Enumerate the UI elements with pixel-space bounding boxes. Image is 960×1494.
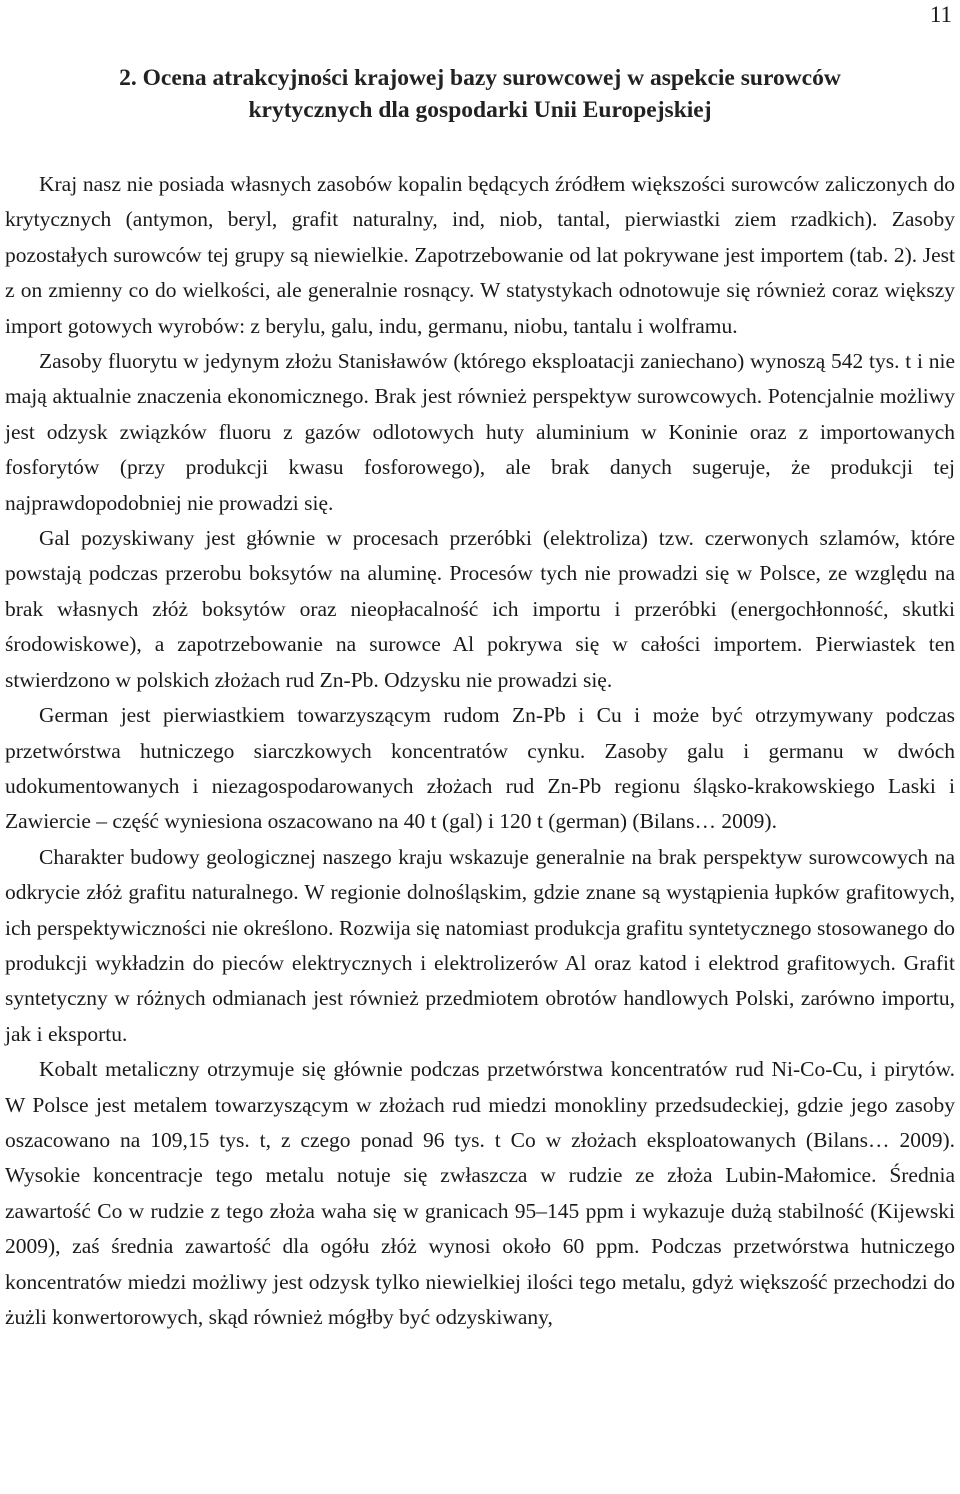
paragraph-gallium: Gal pozyskiwany jest głównie w procesach przeróbki (elektroliza) tzw. czerwonych szlamów, które powstają podczas przerobu boksytów na aluminę. Procesów tych nie prowadzi się w Polsce, ze względu na brak własnych złóż boksytów oraz nieopłacalność ich importu i przeróbki (energochłonność, skutki środowiskowe), a zapotrzebowanie na surowce Al pokrywa się w całości importem. Pierwiastek ten stwierdzono w polskich złożach rud Zn-Pb. Odzysku nie prowadzi się. bbox=[5, 526, 955, 692]
paragraph-fluorite: Zasoby fluorytu w jedynym złożu Stanisławów (którego eksploatacji zaniechano) wynoszą 542 tys. t i nie mają aktualnie znaczenia ekonomicznego. Brak jest również perspektyw surowcowych. Potencjalnie możliwy jest odzysk związków fluoru z gazów odlotowych huty aluminium w Koninie oraz z importowanych fosforytów (przy produkcji kwasu fosforowego), ale brak danych sugeruje, że produkcji tej najprawdopodobniej nie prowadzi się. bbox=[5, 349, 955, 515]
paragraph-cobalt: Kobalt metaliczny otrzymuje się głównie podczas przetwórstwa koncentratów rud Ni-Co-Cu, i pirytów. W Polsce jest metalem towarzyszącym w złożach rud miedzi monokliny przedsudeckiej, gdzie jego zasoby oszacowano na 109,15 tys. t, z czego ponad 96 tys. t Co w złożach eksploatowanych (Bilans… 2009). Wysokie koncentracje tego metalu notuje się zwłaszcza w rudzie ze złoża Lubin-Małomice. Średnia zawartość Co w rudzie z tego złoża waha się w granicach 95–145 ppm i wykazuje dużą stabilność (Kijewski 2009), zaś średnia zawartość dla ogółu złóż wynosi około 60 ppm. Podczas przetwórstwa hutniczego koncentratów miedzi możliwy jest odzysk tylko niewielkiej ilości tego metalu, gdyż większość przechodzi do żużli konwertorowych, skąd również mógłby być odzyskiwany, bbox=[5, 1057, 955, 1329]
paragraph-germanium: German jest pierwiastkiem towarzyszącym rudom Zn-Pb i Cu i może być otrzymywany podczas przetwórstwa hutniczego siarczkowych koncentratów cynku. Zasoby galu i germanu w dwóch udokumentowanych i niezagospodarowanych złożach rud Zn-Pb regionu śląsko-krakowskiego Laski i Zawiercie – część wyniesiona oszacowano na 40 t (gal) i 120 t (german) (Bilans… 2009). bbox=[5, 703, 955, 834]
body-text bbox=[5, 167, 955, 1335]
page-number: 11 bbox=[929, 2, 952, 27]
section-heading bbox=[40, 62, 920, 126]
paragraph-critical-raw-materials: Kraj nasz nie posiada własnych zasobów kopalin będących źródłem większości surowców zaliczonych do krytycznych (antymon, beryl, grafit naturalny, ind, niob, tantal, pierwiastki ziem rzadkich). Zasoby pozostałych surowców tej grupy są niewielkie. Zapotrzebowanie od lat pokrywane jest importem (tab. 2). Jest z on zmienny co do wielkości, ale generalnie rosnący. W statystykach odnotowuje się również coraz większy import gotowych wyrobów: z berylu, galu, indu, germanu, niobu, tantalu i wolframu. bbox=[5, 172, 955, 338]
section-heading-line-2: krytycznych dla gospodarki Unii Europejskiej bbox=[248, 97, 712, 123]
paragraph-graphite: Charakter budowy geologicznej naszego kraju wskazuje generalnie na brak perspektyw surowcowych na odkrycie złóż grafitu naturalnego. W regionie dolnośląskim, gdzie znane są wystąpienia łupków grafitowych, ich perspektywiczności nie określono. Rozwija się natomiast produkcja grafitu syntetycznego stosowanego do produkcji wykładzin do pieców elektrycznych i elektrolizerów Al oraz katod i elektrod grafitowych. Grafit syntetyczny w różnych odmianach jest również przedmiotem obrotów handlowych Polski, zarówno importu, jak i eksportu. bbox=[5, 844, 955, 1046]
section-heading-line-1: 2. Ocena atrakcyjności krajowej bazy surowcowej w aspekcie surowców bbox=[119, 65, 841, 91]
